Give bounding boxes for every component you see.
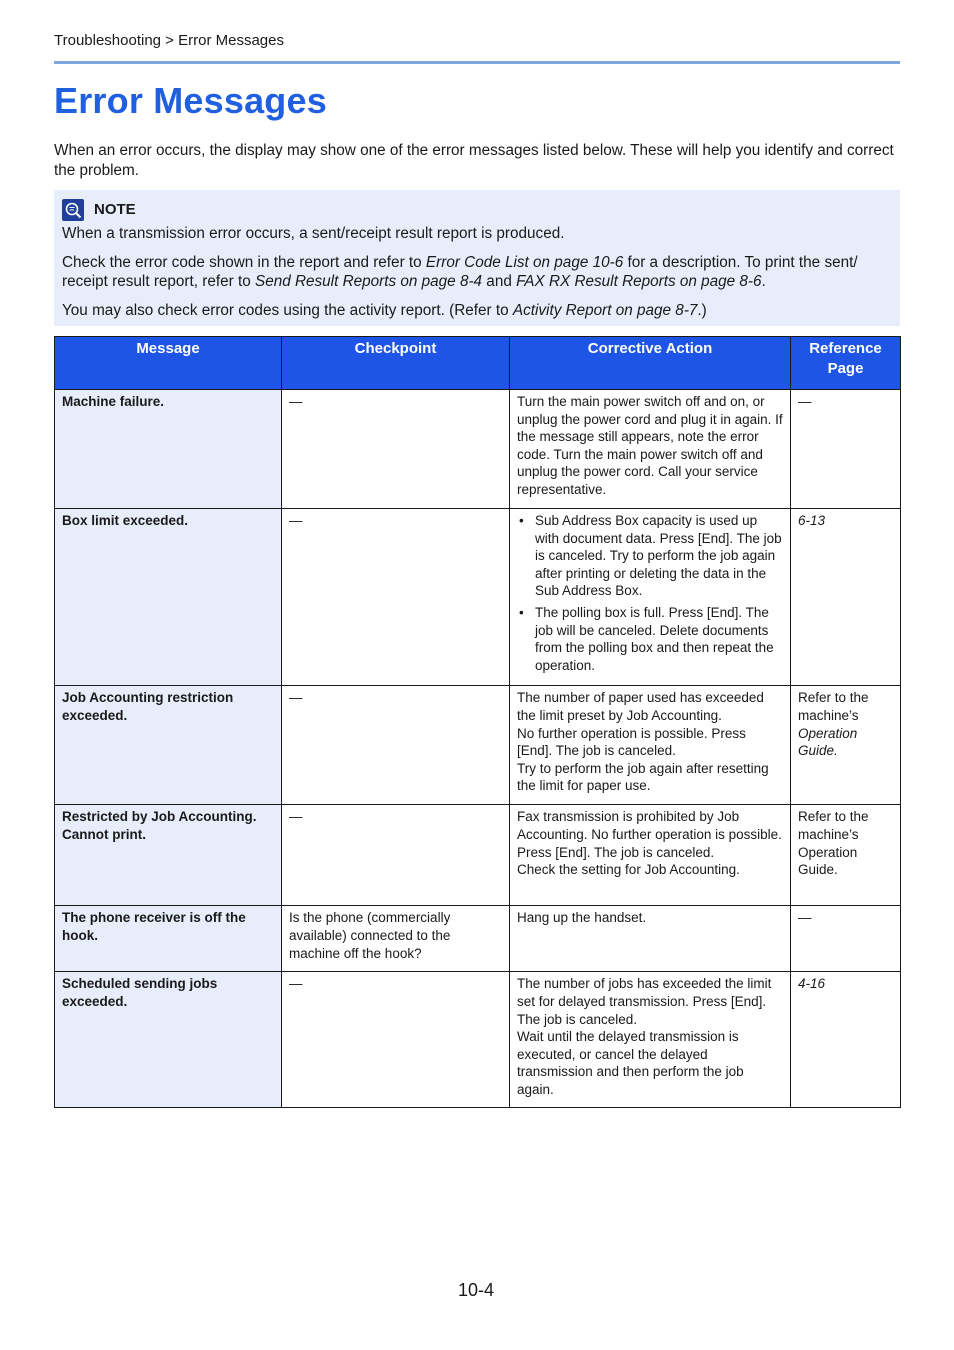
action-text: Turn the main power switch off and on, or unplug the power cord and plug it in again. If the message still appears, note the error code. Turn the main power switch off and unplug the power cord. Call your service representative. [517,394,783,497]
reference-cell [791,686,901,805]
action-text: The number of paper used has exceeded the limit preset by Job Accounting. [517,690,764,723]
note-paragraph-3 [62,301,892,321]
reference-link[interactable]: 4-16 [798,976,826,992]
action-text: Wait until the delayed transmission is executed, or cancel the delayed transmission and then perform the job again. [517,1029,744,1097]
table-header-row [55,337,901,390]
note-box [54,190,900,326]
message-cell: Box limit exceeded. [55,509,282,686]
link-fax-rx-result-reports[interactable]: FAX RX Result Reports on page 8-6 [516,273,762,290]
checkpoint-cell: — [282,805,510,906]
note-paragraph-1: When a transmission error occurs, a sent/receipt result report is produced. [62,225,565,242]
note-paragraph-2 [62,253,892,292]
action-cell [510,906,791,972]
page-number: 10-4 [458,1280,495,1300]
column-header-checkpoint: Checkpoint [282,337,510,390]
page-title: Error Messages [54,80,327,121]
action-text: No further operation is possible. Press [End]. The job is canceled. [517,725,746,759]
action-text: Fax transmission is prohibited by Job Accounting. No further operation is possible. Press [End]. The job is canceled. [517,809,782,860]
table-row [55,390,901,509]
table-row [55,906,901,972]
checkpoint-cell: — [282,972,510,1108]
table-row [55,805,901,906]
reference-cell: — [791,906,901,972]
message-cell: Restricted by Job Accounting. Cannot print. [55,805,282,906]
column-header-message: Message [55,337,282,390]
action-bullet-list [517,512,783,674]
note-icon [62,199,84,221]
list-item: • The polling box is full. Press [End]. The job will be canceled. Delete documents from the polling box and then repeat the operation. [517,604,783,674]
note-text: Check the error code shown in the report and refer to [62,253,426,271]
message-cell: Machine failure. [55,390,282,509]
link-error-code-list[interactable]: Error Code List on page 10-6 [425,253,624,271]
breadcrumb: Troubleshooting > Error Messages [54,32,284,49]
note-text: for a description. To print the sent/ receipt result report, refer to [62,253,858,290]
checkpoint-cell: — [282,509,510,686]
note-text: You may also check error codes using the activity report. (Refer to [62,301,513,319]
note-text: and [482,273,517,290]
reference-cell [791,972,901,1108]
action-text: Try to perform the job again after resetting the limit for paper use. [517,760,769,794]
reference-cell: Refer to the machine’s Operation Guide. [791,805,901,906]
action-cell [510,972,791,1108]
message-cell: The phone receiver is off the hook. [55,906,282,972]
action-text: The number of jobs has exceeded the limit set for delayed transmission. Press [End]. The job is canceled. [517,976,772,1027]
reference-text: Refer to the machine’s [798,690,869,723]
reference-cell [791,509,901,686]
action-cell [510,509,791,686]
action-cell [510,390,791,509]
intro-paragraph: When an error occurs, the display may show one of the error messages listed below. These will help you identify and correct the problem. [54,142,894,179]
action-cell [510,686,791,805]
note-label: NOTE [94,201,136,219]
column-header-corrective-action: Corrective Action [510,337,791,390]
reference-guide: Operation Guide. [798,725,858,759]
message-cell: Scheduled sending jobs exceeded. [55,972,282,1108]
note-text: .) [697,301,707,319]
list-item: • Sub Address Box capacity is used up with document data. Press [End]. The job is canceled. Try to perform the job again after printing or deleting the data in the Sub Address Box. [517,512,783,600]
note-header [62,198,892,222]
table-row [55,972,901,1108]
checkpoint-cell: Is the phone (commercially available) connected to the machine off the hook? [282,906,510,972]
note-text: . [761,273,766,290]
checkpoint-cell: — [282,390,510,509]
action-text: Hang up the handset. [517,910,647,926]
table-row [55,509,901,686]
table-row [55,686,901,805]
action-cell [510,805,791,906]
link-send-result-reports[interactable]: Send Result Reports on page 8-4 [255,273,483,290]
checkpoint-cell: — [282,686,510,805]
action-text: Check the setting for Job Accounting. [517,862,740,878]
header-rule [54,61,900,64]
link-activity-report[interactable]: Activity Report on page 8-7 [512,301,698,319]
message-cell: Job Accounting restriction exceeded. [55,686,282,805]
reference-cell: — [791,390,901,509]
column-header-reference-page: Reference Page [791,337,901,390]
reference-link[interactable]: 6-13 [798,513,826,528]
error-messages-table [54,336,901,1108]
